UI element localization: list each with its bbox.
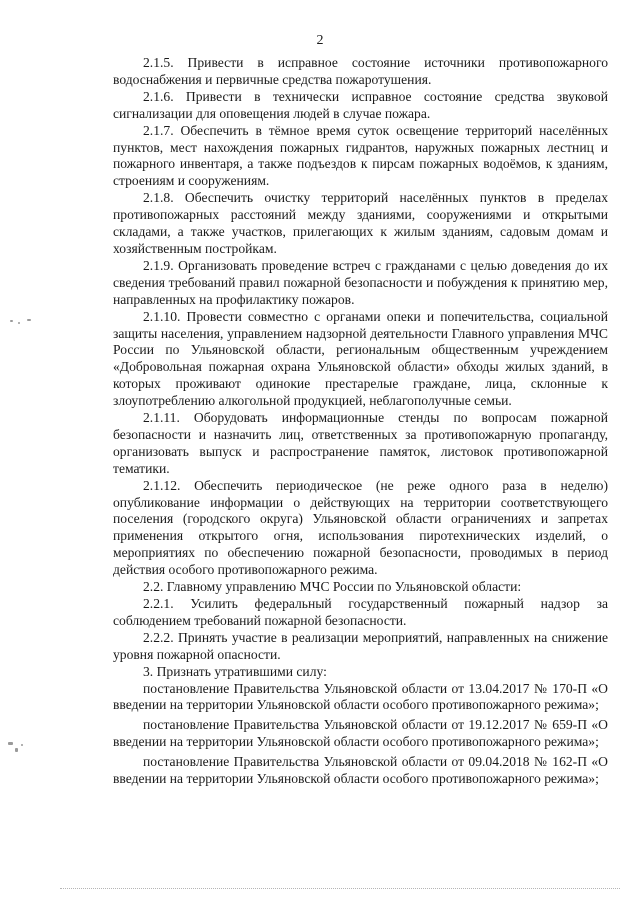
paragraph-3: 3. Признать утратившими силу: — [143, 663, 327, 679]
paragraph-2-1-8: 2.1.8. Обеспечить очистку территорий населённых пунктов в пределах противопожарных расстояний между зданиями, сооружениями и открытыми складами, а также участков, прилегающих к жилым зданиям, садовым домам и хозяйственным постройкам. — [113, 190, 608, 256]
paragraph-2-1-11: 2.1.11. Оборудовать информационные стенды по вопросам пожарной безопасности и назначить лиц, ответственных за противопожарную пропаганду, организовать выпуск и распространение памяток, листовок противопожарной тематики. — [113, 410, 608, 476]
paragraph-2-2-1: 2.2.1. Усилить федеральный государственный пожарный надзор за соблюдением требований пожарной безопасности. — [113, 596, 608, 628]
paragraph-2-2-2: 2.2.2. Принять участие в реализации мероприятий, направленных на снижение уровня пожарной опасности. — [113, 629, 608, 662]
page-number: 2 — [316, 33, 324, 48]
paragraph-2-1-6: 2.1.6. Привести в технически исправное состояние средства звуковой сигнализации для оповещения людей в случае пожара. — [113, 88, 608, 121]
scan-speck — [8, 742, 13, 745]
repealed-resolution-1: постановление Правительства Ульяновской области от 13.04.2017 № 170-П «О введении на территории Ульяновской области особого противопожарного режима»; — [113, 680, 608, 713]
scan-speck — [18, 322, 20, 324]
scan-edge-line — [60, 888, 620, 889]
paragraph-2-2: 2.2. Главному управлению МЧС России по Ульяновской области: — [143, 579, 522, 595]
scan-speck — [10, 320, 13, 322]
scan-speck — [21, 744, 23, 746]
scan-speck — [15, 748, 18, 752]
paragraph-2-1-12: 2.1.12. Обеспечить периодическое (не реже одного раза в неделю) опубликование информации о действующих на территории соответствующего поселения (городского округа) Ульяновской области ограничениях и запретах применения открытого огня, использования пиротехнических изделий, о мероприятиях по обеспечению пожарной безопасности, проводимых в период действия особого противопожарного режима. — [113, 477, 608, 578]
document-body — [113, 55, 608, 791]
paragraph-2-1-9: 2.1.9. Организовать проведение встреч с гражданами с целью доведения до их сведения требований правил пожарной безопасности и побуждения к принятию мер, направленных на профилактику пожаров. — [113, 257, 608, 307]
repealed-resolution-3: постановление Правительства Ульяновской области от 09.04.2018 № 162-П «О введении на территории Ульяновской области особого противопожарного режима»; — [113, 754, 608, 787]
paragraph-2-1-10: 2.1.10. Провести совместно с органами опеки и попечительства, социальной защиты населения, управлением надзорной деятельности Главного управления МЧС России по Ульяновской области, региональным общественным учреждением «Добровольная пожарная охрана Ульяновской области» обходы жилых зданий, в которых проживают одинокие престарелые граждане, лица, склонные к злоупотреблению алкогольной продукцией, неблагополучные семьи. — [113, 308, 608, 409]
repealed-resolution-2: постановление Правительства Ульяновской области от 19.12.2017 № 659-П «О введении на территории Ульяновской области особого противопожарного режима»; — [113, 717, 608, 750]
scan-speck — [27, 319, 31, 321]
paragraph-2-1-7: 2.1.7. Обеспечить в тёмное время суток освещение территорий населённых пунктов, мест нахождения пожарных гидрантов, наружных пожарных лестниц и пожарного инвентаря, а также подъездов к пирсам пожарных водоёмов, к зданиям, строениям и сооружениям. — [113, 122, 608, 189]
paragraph-2-1-5: 2.1.5. Привести в исправное состояние источники противопожарного водоснабжения и первичные средства пожаротушения. — [113, 55, 608, 87]
